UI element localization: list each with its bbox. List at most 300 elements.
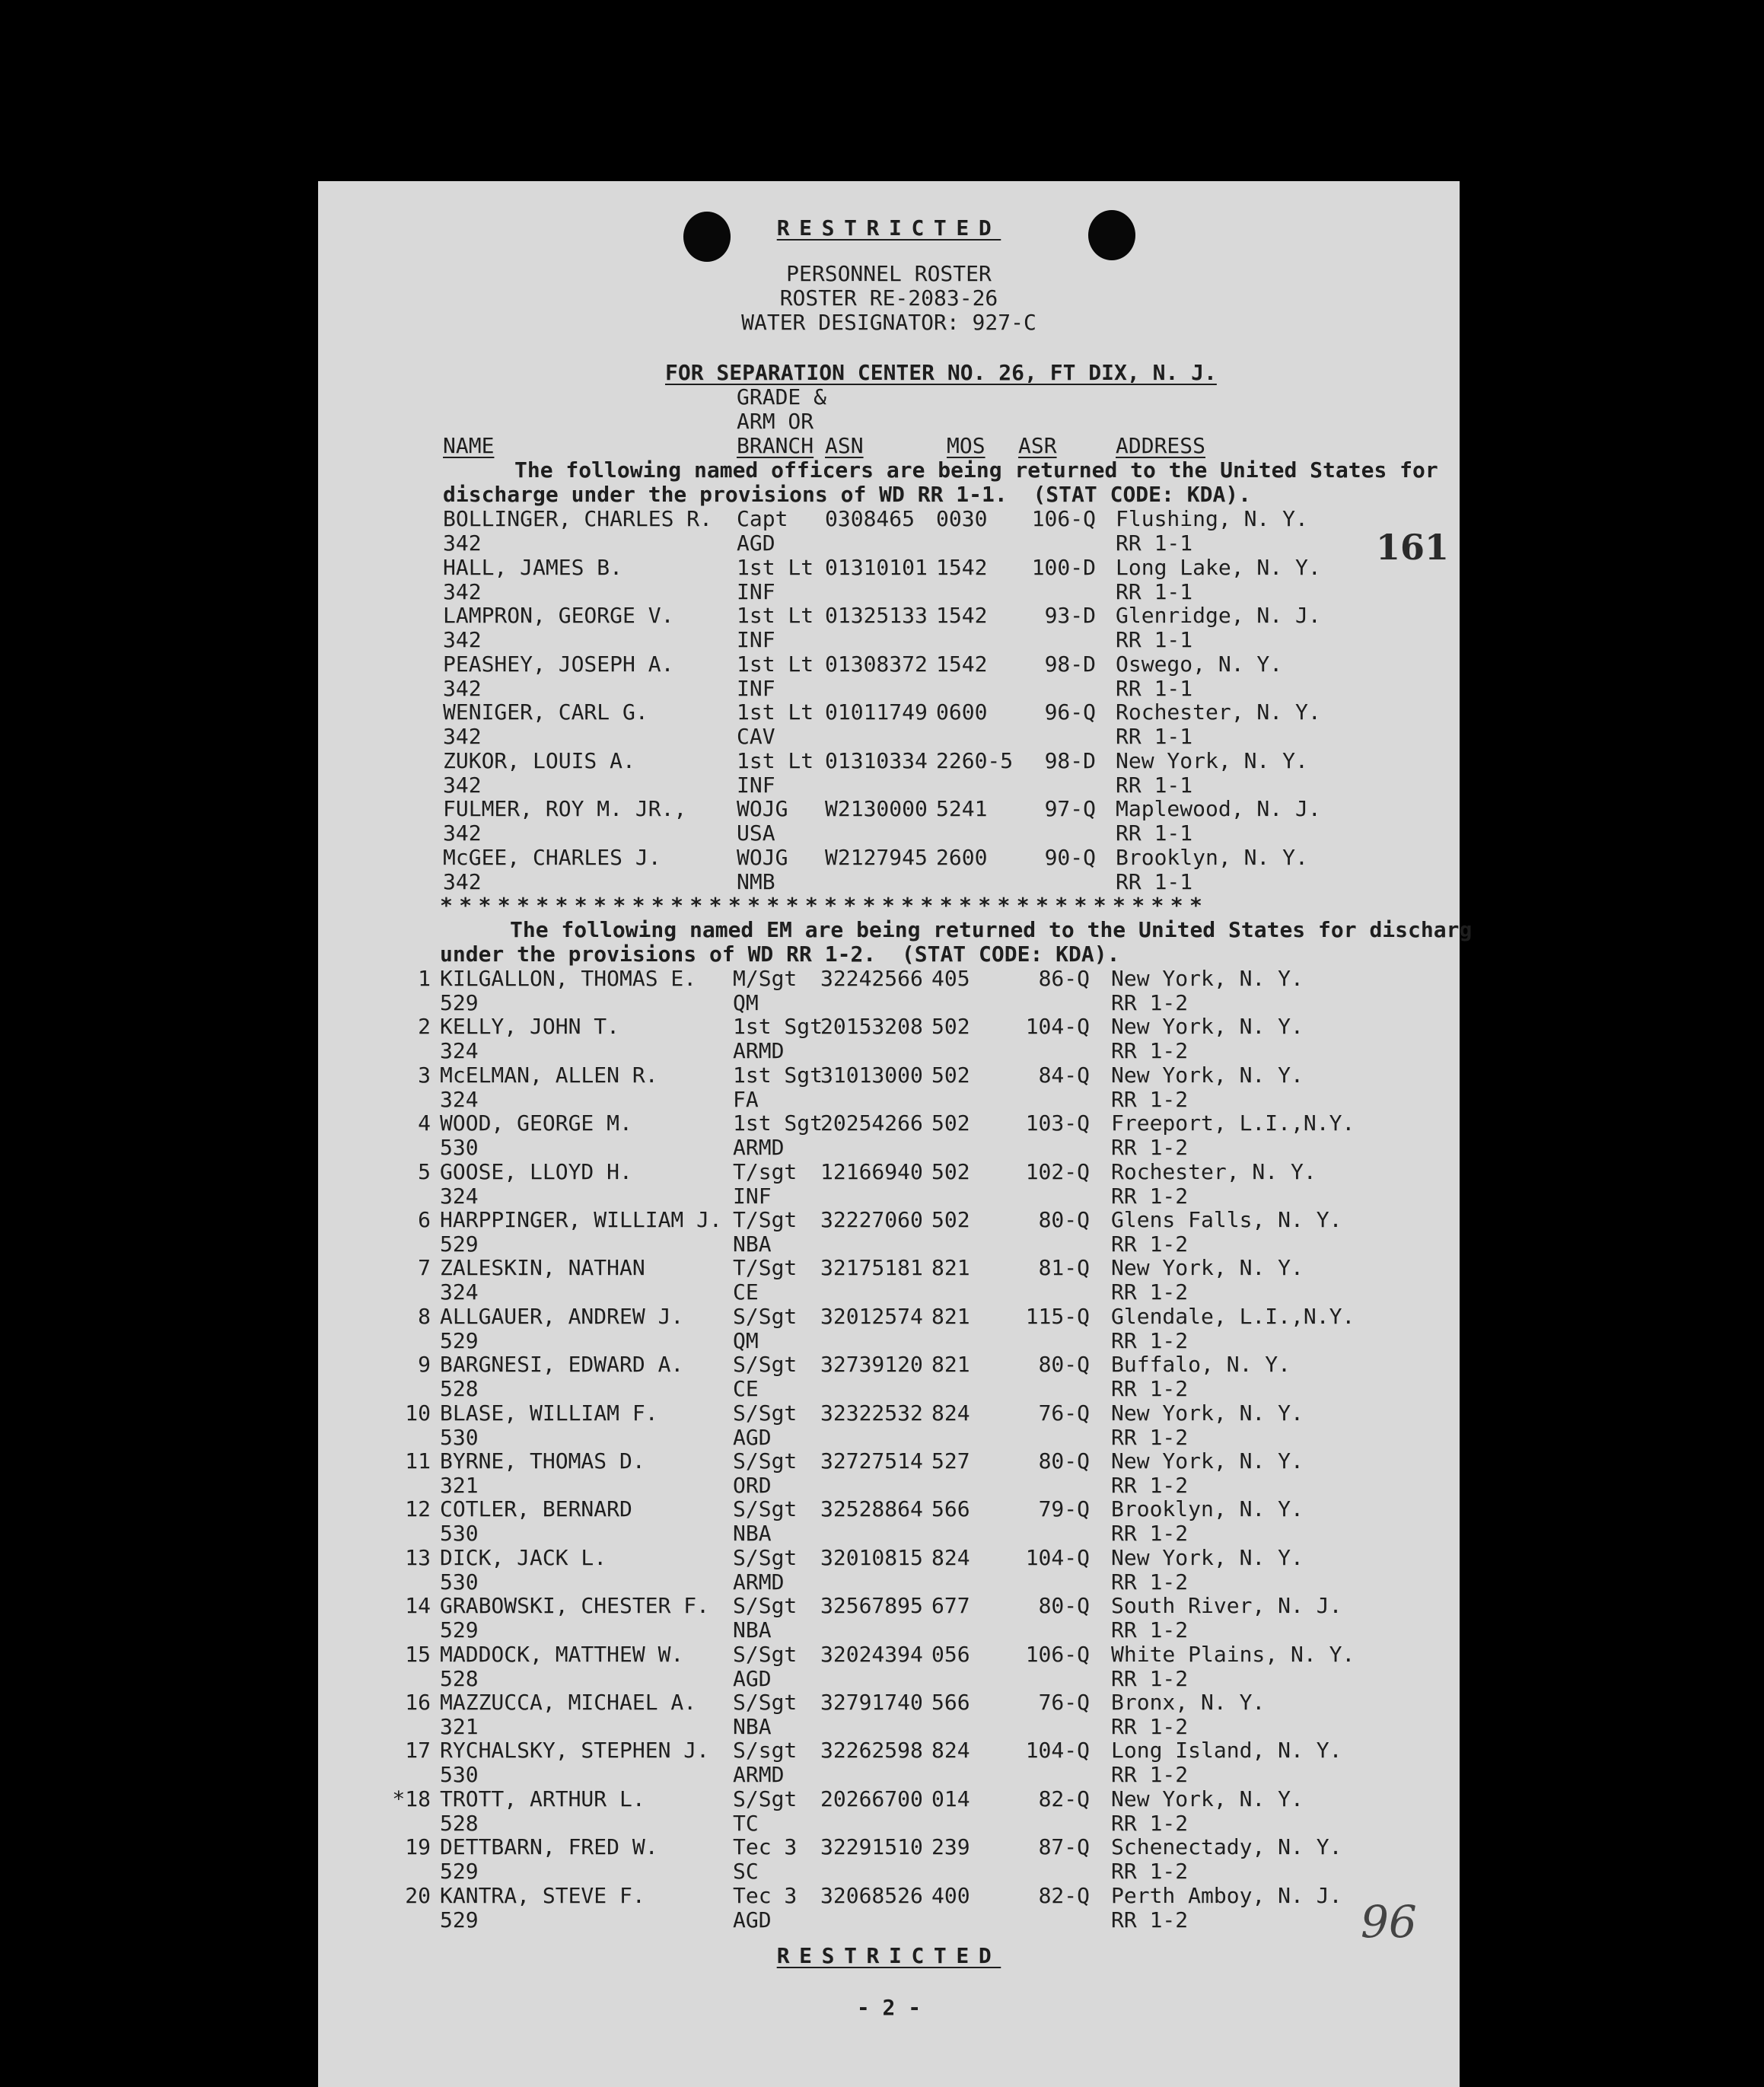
address-city: Flushing, N. Y. (1116, 506, 1308, 531)
person-name: KELLY, JOHN T. (440, 1014, 620, 1040)
mos: 1542 (936, 554, 988, 580)
person-name: BYRNE, THOMAS D. (440, 1448, 645, 1474)
roster-number: ROSTER RE-2083-26 (779, 285, 998, 311)
asr: 80-Q (1038, 1593, 1090, 1619)
mos: 502 (931, 1014, 970, 1040)
asr: 82-Q (1038, 1786, 1090, 1811)
address-rr: RR 1-2 (1111, 1424, 1189, 1450)
mos: 566 (931, 1690, 970, 1715)
person-name: MAZZUCCA, MICHAEL A. (440, 1690, 697, 1715)
row-number: 9 (418, 1352, 431, 1378)
grade: 1st Lt (737, 651, 814, 677)
person-name: DICK, JACK L. (440, 1544, 607, 1570)
roster-row (318, 1401, 1460, 1450)
asr: 115-Q (1025, 1303, 1090, 1329)
classification-top: RESTRICTED (776, 215, 1001, 241)
grade: T/Sgt (733, 1255, 798, 1281)
roster-row (318, 1353, 1460, 1401)
asr: 98-D (1044, 651, 1096, 677)
column-header-grade-2: ARM OR (737, 409, 814, 434)
person-name: FULMER, ROY M. JR., (443, 796, 687, 821)
address-city: Perth Amboy, N. J. (1111, 1882, 1342, 1908)
column-header-asr: ASR (1018, 433, 1057, 458)
address-city: New York, N. Y. (1111, 1014, 1304, 1040)
code-number: 324 (440, 1279, 479, 1305)
code-number: 324 (440, 1183, 479, 1209)
mos: 502 (931, 1158, 970, 1184)
mos: 5241 (936, 796, 988, 821)
mos: 2260-5 (936, 747, 1014, 773)
asn: 32227060 (820, 1207, 923, 1232)
branch: ARMD (733, 1569, 785, 1595)
stamp-number: 161 (1376, 527, 1450, 568)
code-number: 530 (440, 1424, 479, 1450)
asr: 106-Q (1025, 1641, 1090, 1667)
asr: 90-Q (1044, 844, 1096, 870)
asr: 93-D (1044, 603, 1096, 628)
asn: 32322532 (820, 1400, 923, 1426)
roster-row (318, 1111, 1460, 1160)
row-number: 13 (405, 1544, 431, 1570)
address-rr: RR 1-1 (1116, 627, 1193, 652)
grade: M/Sgt (733, 966, 798, 991)
code-number: 321 (440, 1714, 479, 1739)
address-rr: RR 1-1 (1116, 724, 1193, 749)
person-name: HARPPINGER, WILLIAM J. (440, 1207, 722, 1232)
row-number: *18 (392, 1786, 431, 1811)
code-number: 342 (443, 627, 482, 652)
roster-row (318, 1643, 1460, 1691)
row-number: 7 (418, 1255, 431, 1281)
grade: S/Sgt (733, 1690, 798, 1715)
person-name: ZUKOR, LOUIS A. (443, 747, 635, 773)
em-intro-line2: under the provisions of WD RR 1-2. (STAT CODE: KDA). (440, 942, 1120, 967)
officers-intro-line2: discharge under the provisions of WD RR 1-1. (STAT CODE: KDA). (443, 482, 1252, 507)
person-name: PEASHEY, JOSEPH A. (443, 651, 674, 677)
asr: 76-Q (1038, 1690, 1090, 1715)
destination-line: FOR SEPARATION CENTER NO. 26, FT DIX, N. J. (665, 360, 1217, 385)
grade: S/Sgt (733, 1400, 798, 1426)
document-page (318, 181, 1473, 2087)
asn: 20153208 (820, 1014, 923, 1040)
asn: 32791740 (820, 1690, 923, 1715)
mos: 821 (931, 1255, 970, 1281)
asn: 01325133 (825, 603, 928, 628)
row-number: 14 (405, 1593, 431, 1619)
person-name: MADDOCK, MATTHEW W. (440, 1641, 684, 1667)
person-name: BLASE, WILLIAM F. (440, 1400, 658, 1426)
code-number: 529 (440, 1327, 479, 1353)
code-number: 528 (440, 1665, 479, 1691)
row-number: 10 (405, 1400, 431, 1426)
address-city: New York, N. Y. (1111, 1400, 1304, 1426)
mos: 824 (931, 1400, 970, 1426)
roster-row (318, 1497, 1460, 1546)
grade: 1st Lt (737, 603, 814, 628)
mos: 502 (931, 1062, 970, 1088)
code-number: 342 (443, 675, 482, 701)
roster-row (318, 1208, 1460, 1257)
classification-bottom: RESTRICTED (776, 1943, 1001, 1968)
column-header-address: ADDRESS (1116, 433, 1206, 458)
mos: 239 (931, 1834, 970, 1860)
grade: WOJG (737, 796, 788, 821)
asr: 104-Q (1025, 1544, 1090, 1570)
roster-row (318, 1835, 1460, 1884)
person-name: KANTRA, STEVE F. (440, 1882, 645, 1908)
asn: W2127945 (825, 844, 928, 870)
asn: 32242566 (820, 966, 923, 991)
mos: 014 (931, 1786, 970, 1811)
branch: INF (737, 578, 775, 604)
row-number: 4 (418, 1110, 431, 1136)
address-city: New York, N. Y. (1111, 966, 1304, 991)
address-city: Oswego, N. Y. (1116, 651, 1283, 677)
mos: 1542 (936, 651, 988, 677)
separator-stars: **************************************** (440, 893, 1209, 918)
address-rr: RR 1-2 (1111, 1473, 1189, 1498)
grade: 1st Lt (737, 747, 814, 773)
branch: CAV (737, 724, 775, 749)
address-rr: RR 1-2 (1111, 1135, 1189, 1161)
asr: 82-Q (1038, 1882, 1090, 1908)
address-city: Freeport, L.I.,N.Y. (1111, 1110, 1355, 1136)
code-number: 530 (440, 1762, 479, 1788)
address-city: New York, N. Y. (1111, 1062, 1304, 1088)
grade: 1st Lt (737, 554, 814, 580)
address-city: New York, N. Y. (1111, 1786, 1304, 1811)
branch: NBA (733, 1521, 772, 1547)
branch: CE (733, 1376, 759, 1402)
code-number: 342 (443, 868, 482, 894)
asn: 32727514 (820, 1448, 923, 1474)
address-rr: RR 1-2 (1111, 1762, 1189, 1788)
roster-row (318, 967, 1460, 1015)
branch: INF (737, 627, 775, 652)
asr: 81-Q (1038, 1255, 1090, 1281)
roster-row (318, 1787, 1460, 1836)
code-number: 529 (440, 1231, 479, 1257)
asr: 80-Q (1038, 1448, 1090, 1474)
grade: WOJG (737, 844, 788, 870)
address-city: Bronx, N. Y. (1111, 1690, 1266, 1715)
column-header-asn: ASN (825, 433, 864, 458)
code-number: 342 (443, 820, 482, 846)
address-city: Buffalo, N. Y. (1111, 1352, 1291, 1378)
code-number: 530 (440, 1521, 479, 1547)
em-intro-line1: The following named EM are being returned to the United States for discharg (510, 917, 1473, 942)
code-number: 342 (443, 578, 482, 604)
asr: 106-Q (1031, 506, 1096, 531)
asn: 32010815 (820, 1544, 923, 1570)
address-city: White Plains, N. Y. (1111, 1641, 1355, 1667)
mos: 677 (931, 1593, 970, 1619)
roster-row (318, 1063, 1460, 1112)
asn: 32739120 (820, 1352, 923, 1378)
row-number: 12 (405, 1496, 431, 1522)
branch: ARMD (733, 1135, 785, 1161)
person-name: BOLLINGER, CHARLES R. (443, 506, 713, 531)
code-number: 529 (440, 1907, 479, 1932)
row-number: 6 (418, 1207, 431, 1232)
officers-intro-line1: The following named officers are being returned to the United States for (514, 457, 1438, 483)
person-name: McGEE, CHARLES J. (443, 844, 661, 870)
asn: 12166940 (820, 1158, 923, 1184)
asr: 80-Q (1038, 1352, 1090, 1378)
branch: CE (733, 1279, 759, 1305)
asr: 86-Q (1038, 966, 1090, 991)
mos: 405 (931, 966, 970, 991)
mos: 821 (931, 1352, 970, 1378)
code-number: 529 (440, 1859, 479, 1885)
person-name: WENIGER, CARL G. (443, 699, 648, 725)
roster-row (318, 1690, 1460, 1739)
mos: 502 (931, 1207, 970, 1232)
roster-row (318, 1738, 1460, 1787)
code-number: 324 (440, 1038, 479, 1064)
branch: ORD (733, 1473, 772, 1498)
grade: S/Sgt (733, 1641, 798, 1667)
address-city: Glenridge, N. J. (1116, 603, 1321, 628)
grade: S/Sgt (733, 1786, 798, 1811)
person-name: GOOSE, LLOYD H. (440, 1158, 632, 1184)
asr: 103-Q (1025, 1110, 1090, 1136)
branch: USA (737, 820, 775, 846)
code-number: 529 (440, 990, 479, 1015)
address-rr: RR 1-1 (1116, 531, 1193, 556)
mos: 527 (931, 1448, 970, 1474)
mos: 566 (931, 1496, 970, 1522)
asn: W2130000 (825, 796, 928, 821)
person-name: LAMPRON, GEORGE V. (443, 603, 674, 628)
grade: S/Sgt (733, 1593, 798, 1619)
grade: S/Sgt (733, 1448, 798, 1474)
asr: 87-Q (1038, 1834, 1090, 1860)
row-number: 20 (405, 1882, 431, 1908)
grade: T/Sgt (733, 1207, 798, 1232)
asn: 32068526 (820, 1882, 923, 1908)
branch: NBA (733, 1714, 772, 1739)
address-rr: RR 1-2 (1111, 1327, 1189, 1353)
mos: 0030 (936, 506, 988, 531)
address-city: Schenectady, N. Y. (1111, 1834, 1342, 1860)
row-number: 3 (418, 1062, 431, 1088)
column-header-mos: MOS (947, 433, 985, 458)
code-number: 528 (440, 1376, 479, 1402)
asn: 32024394 (820, 1641, 923, 1667)
roster-row (318, 1160, 1460, 1209)
branch: FA (733, 1086, 759, 1112)
address-rr: RR 1-2 (1111, 1231, 1189, 1257)
asn: 0308465 (825, 506, 915, 531)
row-number: 5 (418, 1158, 431, 1184)
asn: 32528864 (820, 1496, 923, 1522)
asn: 32175181 (820, 1255, 923, 1281)
address-city: Brooklyn, N. Y. (1116, 844, 1308, 870)
asn: 32291510 (820, 1834, 923, 1860)
address-rr: RR 1-2 (1111, 990, 1189, 1015)
asr: 97-Q (1044, 796, 1096, 821)
branch: NBA (733, 1617, 772, 1643)
asn: 32012574 (820, 1303, 923, 1329)
branch: INF (737, 675, 775, 701)
asn: 01310334 (825, 747, 928, 773)
branch: NBA (733, 1231, 772, 1257)
grade: 1st Lt (737, 699, 814, 725)
address-rr: RR 1-2 (1111, 1810, 1189, 1836)
water-designator: WATER DESIGNATOR: 927-C (741, 310, 1036, 335)
asn: 32567895 (820, 1593, 923, 1619)
enlisted-list (318, 181, 1460, 2087)
grade: T/sgt (733, 1158, 798, 1184)
grade: S/Sgt (733, 1544, 798, 1570)
branch: TC (733, 1810, 759, 1836)
address-rr: RR 1-2 (1111, 1665, 1189, 1691)
address-rr: RR 1-2 (1111, 1086, 1189, 1112)
document-title: PERSONNEL ROSTER (786, 261, 992, 286)
person-name: DETTBARN, FRED W. (440, 1834, 658, 1860)
branch: INF (733, 1183, 772, 1209)
asn: 32262598 (820, 1738, 923, 1764)
row-number: 8 (418, 1303, 431, 1329)
branch: ARMD (733, 1762, 785, 1788)
roster-row (318, 1015, 1460, 1063)
mos: 824 (931, 1544, 970, 1570)
asr: 76-Q (1038, 1400, 1090, 1426)
address-rr: RR 1-2 (1111, 1907, 1189, 1932)
asn: 01011749 (825, 699, 928, 725)
row-number: 11 (405, 1448, 431, 1474)
code-number: 342 (443, 724, 482, 749)
person-name: HALL, JAMES B. (443, 554, 623, 580)
mos: 824 (931, 1738, 970, 1764)
code-number: 530 (440, 1135, 479, 1161)
grade: S/Sgt (733, 1496, 798, 1522)
address-rr: RR 1-2 (1111, 1617, 1189, 1643)
address-city: Long Lake, N. Y. (1116, 554, 1321, 580)
address-rr: RR 1-2 (1111, 1376, 1189, 1402)
address-city: New York, N. Y. (1116, 747, 1308, 773)
roster-row (318, 1594, 1460, 1643)
address-rr: RR 1-1 (1116, 820, 1193, 846)
mos: 2600 (936, 844, 988, 870)
row-number: 17 (405, 1738, 431, 1764)
grade: Tec 3 (733, 1834, 798, 1860)
asr: 100-D (1031, 554, 1096, 580)
column-header-grade-1: GRADE & (737, 384, 827, 409)
mos: 502 (931, 1110, 970, 1136)
person-name: TROTT, ARTHUR L. (440, 1786, 645, 1811)
address-rr: RR 1-1 (1116, 868, 1193, 894)
grade: S/Sgt (733, 1352, 798, 1378)
address-rr: RR 1-2 (1111, 1714, 1189, 1739)
row-number: 19 (405, 1834, 431, 1860)
row-number: 16 (405, 1690, 431, 1715)
address-city: Rochester, N. Y. (1111, 1158, 1317, 1184)
asr: 80-Q (1038, 1207, 1090, 1232)
address-rr: RR 1-2 (1111, 1859, 1189, 1885)
roster-row (318, 1449, 1460, 1498)
branch: NMB (737, 868, 775, 894)
column-header-name: NAME (443, 433, 495, 458)
address-city: Brooklyn, N. Y. (1111, 1496, 1304, 1522)
asn: 01308372 (825, 651, 928, 677)
row-number: 1 (418, 966, 431, 991)
grade: S/sgt (733, 1738, 798, 1764)
address-rr: RR 1-1 (1116, 675, 1193, 701)
asn: 31013000 (820, 1062, 923, 1088)
address-city: Glendale, L.I.,N.Y. (1111, 1303, 1355, 1329)
address-rr: RR 1-2 (1111, 1183, 1189, 1209)
roster-row (318, 1256, 1460, 1305)
mos: 821 (931, 1303, 970, 1329)
person-name: ALLGAUER, ANDREW J. (440, 1303, 684, 1329)
asr: 84-Q (1038, 1062, 1090, 1088)
branch: ARMD (733, 1038, 785, 1064)
person-name: ZALESKIN, NATHAN (440, 1255, 645, 1281)
asr: 104-Q (1025, 1014, 1090, 1040)
code-number: 529 (440, 1617, 479, 1643)
address-city: South River, N. J. (1111, 1593, 1342, 1619)
code-number: 321 (440, 1473, 479, 1498)
row-number: 15 (405, 1641, 431, 1667)
person-name: RYCHALSKY, STEPHEN J. (440, 1738, 710, 1764)
mos: 0600 (936, 699, 988, 725)
code-number: 342 (443, 531, 482, 556)
person-name: KILGALLON, THOMAS E. (440, 966, 697, 991)
address-city: New York, N. Y. (1111, 1255, 1304, 1281)
roster-row (318, 1305, 1460, 1353)
mos: 1542 (936, 603, 988, 628)
person-name: WOOD, GEORGE M. (440, 1110, 632, 1136)
asr: 79-Q (1038, 1496, 1090, 1522)
branch: QM (733, 1327, 759, 1353)
column-header-grade-3: BRANCH (737, 433, 814, 458)
asn: 20254266 (820, 1110, 923, 1136)
address-rr: RR 1-1 (1116, 578, 1193, 604)
asn: 01310101 (825, 554, 928, 580)
code-number: 324 (440, 1086, 479, 1112)
person-name: COTLER, BERNARD (440, 1496, 632, 1522)
person-name: BARGNESI, EDWARD A. (440, 1352, 684, 1378)
address-city: Glens Falls, N. Y. (1111, 1207, 1342, 1232)
branch: QM (733, 990, 759, 1015)
asr: 96-Q (1044, 699, 1096, 725)
address-rr: RR 1-2 (1111, 1521, 1189, 1547)
asr: 98-D (1044, 747, 1096, 773)
code-number: 530 (440, 1569, 479, 1595)
address-city: Maplewood, N. J. (1116, 796, 1321, 821)
address-city: New York, N. Y. (1111, 1544, 1304, 1570)
code-number: 528 (440, 1810, 479, 1836)
roster-row (318, 1884, 1460, 1932)
address-city: Rochester, N. Y. (1116, 699, 1321, 725)
row-number: 2 (418, 1014, 431, 1040)
roster-row (318, 1546, 1460, 1595)
asr: 104-Q (1025, 1738, 1090, 1764)
branch: SC (733, 1859, 759, 1885)
grade: S/Sgt (733, 1303, 798, 1329)
grade: 1st Sgt (733, 1014, 823, 1040)
address-rr: RR 1-1 (1116, 772, 1193, 798)
branch: AGD (733, 1907, 772, 1932)
grade: 1st Sgt (733, 1110, 823, 1136)
handwritten-note: 96 (1361, 1896, 1417, 1948)
person-name: McELMAN, ALLEN R. (440, 1062, 658, 1088)
branch: INF (737, 772, 775, 798)
mos: 056 (931, 1641, 970, 1667)
page-number: - 2 - (856, 1995, 922, 2020)
